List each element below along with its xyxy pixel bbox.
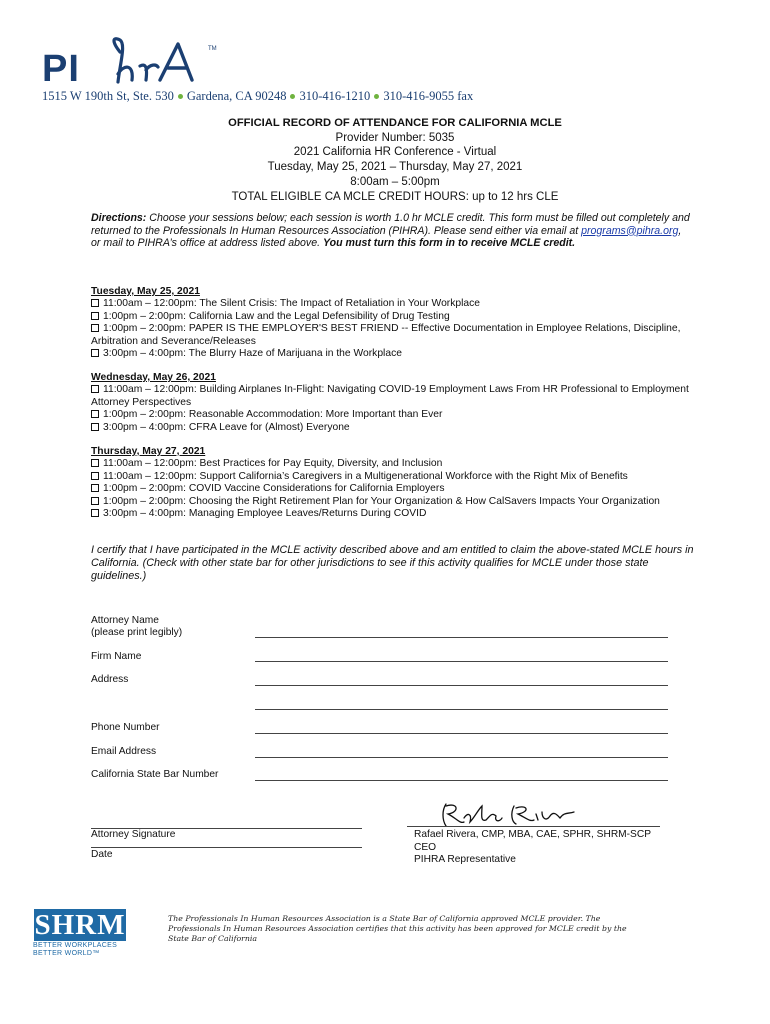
directions-text-2: , or mail to PIHRA’s office at address listed above. [91, 224, 682, 249]
session-label: 1:00pm – 2:00pm: Choosing the Right Retirement Plan for Your Organization & How CalSavers Impacts Your Organization [103, 495, 660, 507]
address-line [42, 89, 473, 104]
representative-signature-line [407, 826, 660, 827]
directions-label: Directions: [91, 212, 147, 224]
form-header [0, 116, 770, 204]
logo-script-hra [40, 34, 210, 90]
bar-number-label: California State Bar Number [91, 769, 219, 780]
session-checkbox[interactable] [91, 299, 99, 307]
session-item [91, 311, 711, 323]
bar-number-field[interactable] [255, 780, 668, 781]
shrm-tagline-2: BETTER WORLD™ [33, 950, 100, 957]
date-field[interactable] [91, 847, 362, 848]
credit-hours: TOTAL ELIGIBLE CA MCLE CREDIT HOURS: up to 12 hrs CLE [231, 190, 559, 203]
firm-name-label: Firm Name [91, 651, 142, 662]
session-label: 1:00pm – 2:00pm: Reasonable Accommodation: More Important than Ever [103, 409, 443, 421]
directions-paragraph [91, 212, 691, 250]
session-item [91, 458, 711, 470]
session-label: 11:00am – 12:00pm: Best Practices for Pay Equity, Diversity, and Inclusion [103, 458, 443, 470]
day-title: Thursday, May 27, 2021 [91, 446, 206, 457]
session-label: 11:00am – 12:00pm: Support California’s Caregivers in a Multigenerational Workforce with the Right Mix of Benefits [103, 470, 628, 482]
session-checkbox[interactable] [91, 324, 99, 332]
session-item [91, 508, 711, 520]
representative-name: Rafael Rivera, CMP, MBA, CAE, SPHR, SHRM-SCP [414, 829, 652, 840]
attorney-name-hint: (please print legibly) [91, 627, 183, 639]
directions-text-1: Choose your sessions below; each session is worth 1.0 hr MCLE credit. This form must be filled out completely and returned to the Professionals In Human Resources Association (PIHRA). Please send either via email at [91, 212, 690, 237]
address-phone: 310-416-1210 [299, 89, 371, 103]
attorney-name-text: Attorney Name [91, 615, 159, 626]
representative-title: CEO [414, 841, 437, 853]
logo-pi-text: PI [42, 48, 80, 90]
session-checkbox[interactable] [91, 497, 99, 505]
attorney-signature-label: Attorney Signature [91, 829, 176, 840]
footer-approval-note: The Professionals In Human Resources Association is a State Bar of California approved MCLE provider. The Professionals In Human Resources Association certifies that this activity has been approved for MCLE credit by the State Bar of California [168, 914, 627, 944]
session-label: 3:00pm – 4:00pm: The Blurry Haze of Marijuana in the Workplace [103, 348, 402, 360]
session-item [91, 384, 711, 409]
day-section-thursday [91, 446, 711, 520]
day-section-tuesday [91, 286, 711, 360]
session-checkbox[interactable] [91, 349, 99, 357]
email-label: Email Address [91, 746, 157, 757]
date-label: Date [91, 849, 113, 860]
address-city: Gardena, CA 90248 [186, 89, 287, 103]
session-checkbox[interactable] [91, 472, 99, 480]
session-label: 1:00pm – 2:00pm: California Law and the Legal Defensibility of Drug Testing [103, 310, 450, 322]
session-item [91, 348, 711, 360]
session-checkbox[interactable] [91, 423, 99, 431]
address-field-line-2[interactable] [255, 709, 668, 710]
email-link[interactable]: programs@pihra.org [581, 224, 679, 237]
session-label: 11:00am – 12:00pm: Building Airplanes In-Flight: Navigating COVID-19 Employment Laws From HR Professional to Employment Attorney Perspectives [91, 384, 689, 408]
address-field-line-1[interactable] [255, 685, 668, 686]
session-item [91, 483, 711, 495]
day-title: Wednesday, May 26, 2021 [91, 372, 216, 383]
session-label: 11:00am – 12:00pm: The Silent Crisis: The Impact of Retaliation in Your Workplace [103, 298, 480, 310]
address-fax: 310-416-9055 fax [383, 89, 474, 103]
session-item [91, 409, 711, 421]
session-item [91, 422, 711, 434]
bullet-dot [290, 94, 295, 99]
shrm-logo-text: SHRM [34, 909, 126, 941]
conference-name: 2021 California HR Conference - Virtual [293, 146, 497, 159]
session-checkbox[interactable] [91, 459, 99, 467]
representative-org: PIHRA Representative [414, 854, 516, 866]
email-field[interactable] [255, 757, 668, 758]
form-title: OFFICIAL RECORD OF ATTENDANCE FOR CALIFORNIA MCLE [228, 117, 562, 129]
address-street: 1515 W 190th St, Ste. 530 [42, 89, 174, 103]
session-checkbox[interactable] [91, 484, 99, 492]
logo-trademark: TM [208, 46, 217, 52]
session-checkbox[interactable] [91, 410, 99, 418]
session-item [91, 323, 711, 348]
day-section-wednesday [91, 372, 711, 434]
pihra-logo [40, 34, 217, 90]
shrm-tagline-1: BETTER WORKPLACES [33, 942, 118, 949]
session-label: 1:00pm – 2:00pm: COVID Vaccine Considerations for California Employers [103, 483, 445, 495]
day-title: Tuesday, May 25, 2021 [91, 286, 200, 297]
session-checkbox[interactable] [91, 385, 99, 393]
conference-times: 8:00am – 5:00pm [350, 175, 440, 188]
bullet-dot [374, 94, 379, 99]
session-label: 1:00pm – 2:00pm: PAPER IS THE EMPLOYER'S BEST FRIEND -- Effective Documentation in Employee Relations, Discipline, Arbitration and Severance/Releases [91, 323, 681, 347]
session-label: 3:00pm – 4:00pm: CFRA Leave for (Almost) Everyone [103, 421, 350, 433]
attorney-name-label [91, 615, 182, 640]
session-item [91, 298, 711, 310]
provider-number: Provider Number: 5035 [335, 131, 455, 144]
directions-emphasis: You must turn this form in to receive MCLE credit. [323, 237, 576, 249]
phone-field[interactable] [255, 733, 668, 734]
shrm-tagline [33, 942, 117, 958]
session-label: 3:00pm – 4:00pm: Managing Employee Leaves/Returns During COVID [103, 508, 427, 520]
session-checkbox[interactable] [91, 509, 99, 517]
conference-dates: Tuesday, May 25, 2021 – Thursday, May 27, 2021 [267, 161, 523, 174]
shrm-logo [33, 909, 133, 959]
session-checkbox[interactable] [91, 312, 99, 320]
certification-statement: I certify that I have participated in the MCLE activity described above and am entitled to claim the above-stated MCLE hours in California. (Check with other state bar for other jurisdictions to see if this activity qualifies for MCLE under those state guidelines.) [91, 544, 694, 582]
representative-block [414, 829, 651, 867]
bullet-dot [178, 94, 183, 99]
session-item [91, 471, 711, 483]
session-item [91, 496, 711, 508]
attorney-name-field[interactable] [255, 637, 668, 638]
phone-label: Phone Number [91, 722, 160, 733]
firm-name-field[interactable] [255, 661, 668, 662]
address-label: Address [91, 674, 129, 685]
